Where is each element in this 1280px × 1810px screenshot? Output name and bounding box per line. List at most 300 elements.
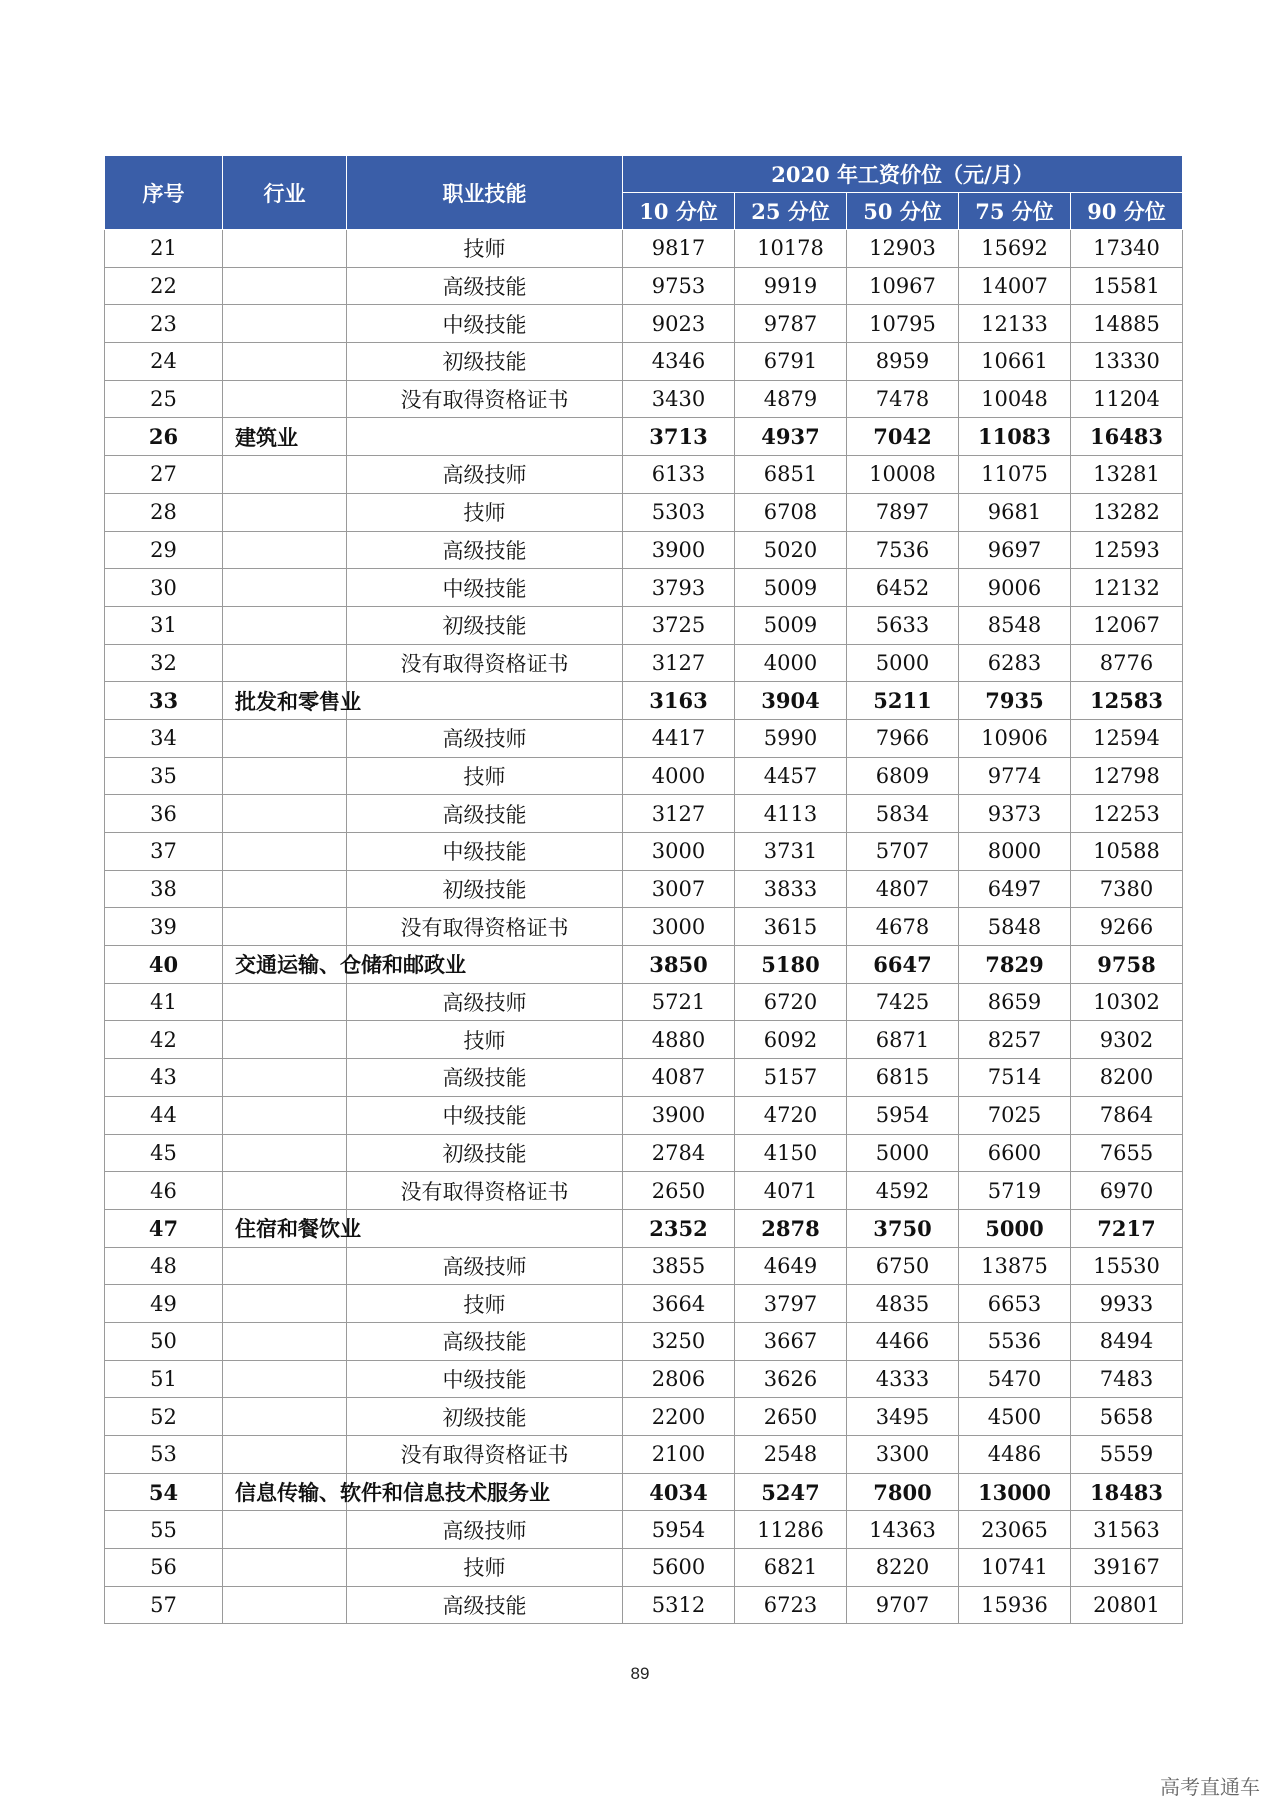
skill-cell: 高级技能 [347, 531, 623, 569]
value-cell: 7829 [959, 946, 1071, 984]
value-cell: 12593 [1071, 531, 1183, 569]
value-cell: 4486 [959, 1436, 1071, 1474]
industry-cell [223, 870, 347, 908]
header-p75: 75 分位 [959, 193, 1071, 230]
header-p25: 25 分位 [735, 193, 847, 230]
value-cell: 9787 [735, 305, 847, 343]
table-body [105, 230, 1183, 1624]
table-row [105, 267, 1183, 305]
value-cell: 9774 [959, 757, 1071, 795]
value-cell: 6283 [959, 644, 1071, 682]
value-cell: 3713 [623, 418, 735, 456]
seq-cell: 30 [105, 569, 223, 607]
table-row [105, 1360, 1183, 1398]
value-cell: 7483 [1071, 1360, 1183, 1398]
value-cell: 5009 [735, 606, 847, 644]
skill-cell: 技师 [347, 1285, 623, 1323]
value-cell: 6871 [847, 1021, 959, 1059]
value-cell: 5559 [1071, 1436, 1183, 1474]
value-cell: 3615 [735, 908, 847, 946]
value-cell: 7655 [1071, 1134, 1183, 1172]
value-cell: 8000 [959, 833, 1071, 871]
value-cell: 4720 [735, 1096, 847, 1134]
table-row [105, 1059, 1183, 1097]
industry-cell [223, 380, 347, 418]
value-cell: 39167 [1071, 1549, 1183, 1587]
seq-cell: 32 [105, 644, 223, 682]
value-cell: 5000 [959, 1209, 1071, 1247]
table-row [105, 983, 1183, 1021]
industry-cell [223, 1096, 347, 1134]
value-cell: 10008 [847, 456, 959, 494]
value-cell: 6750 [847, 1247, 959, 1285]
industry-cell [223, 606, 347, 644]
industry-cell [223, 569, 347, 607]
skill-cell: 中级技能 [347, 305, 623, 343]
table-row [105, 870, 1183, 908]
table-row [105, 418, 1183, 456]
value-cell: 8659 [959, 983, 1071, 1021]
industry-cell: 住宿和餐饮业 [223, 1209, 347, 1247]
value-cell: 6708 [735, 493, 847, 531]
seq-cell: 36 [105, 795, 223, 833]
seq-cell: 47 [105, 1209, 223, 1247]
value-cell: 12133 [959, 305, 1071, 343]
seq-cell: 27 [105, 456, 223, 494]
seq-cell: 21 [105, 230, 223, 268]
table-row [105, 1436, 1183, 1474]
value-cell: 2650 [735, 1398, 847, 1436]
seq-cell: 24 [105, 343, 223, 381]
seq-cell: 42 [105, 1021, 223, 1059]
value-cell: 12132 [1071, 569, 1183, 607]
value-cell: 4500 [959, 1398, 1071, 1436]
industry-cell [223, 1172, 347, 1210]
value-cell: 4649 [735, 1247, 847, 1285]
value-cell: 5721 [623, 983, 735, 1021]
header-wage-group: 2020 年工资价位（元/月） [623, 156, 1183, 193]
value-cell: 4678 [847, 908, 959, 946]
value-cell: 3000 [623, 908, 735, 946]
value-cell: 13875 [959, 1247, 1071, 1285]
skill-cell: 高级技师 [347, 1511, 623, 1549]
value-cell: 7897 [847, 493, 959, 531]
value-cell: 12253 [1071, 795, 1183, 833]
value-cell: 6452 [847, 569, 959, 607]
value-cell: 7217 [1071, 1209, 1183, 1247]
value-cell: 4879 [735, 380, 847, 418]
industry-cell [223, 267, 347, 305]
value-cell: 5600 [623, 1549, 735, 1587]
value-cell: 9006 [959, 569, 1071, 607]
value-cell: 7380 [1071, 870, 1183, 908]
value-cell: 14363 [847, 1511, 959, 1549]
value-cell: 5180 [735, 946, 847, 984]
header-p90: 90 分位 [1071, 193, 1183, 230]
value-cell: 6497 [959, 870, 1071, 908]
value-cell: 4113 [735, 795, 847, 833]
seq-cell: 46 [105, 1172, 223, 1210]
value-cell: 7536 [847, 531, 959, 569]
value-cell: 3626 [735, 1360, 847, 1398]
skill-cell: 高级技师 [347, 719, 623, 757]
value-cell: 3007 [623, 870, 735, 908]
value-cell: 6647 [847, 946, 959, 984]
value-cell: 6653 [959, 1285, 1071, 1323]
industry-cell [223, 719, 347, 757]
value-cell: 8200 [1071, 1059, 1183, 1097]
value-cell: 2100 [623, 1436, 735, 1474]
skill-cell: 技师 [347, 1549, 623, 1587]
industry-cell [223, 1586, 347, 1624]
table-row [105, 1096, 1183, 1134]
value-cell: 5990 [735, 719, 847, 757]
skill-cell: 没有取得资格证书 [347, 908, 623, 946]
skill-cell: 初级技能 [347, 343, 623, 381]
seq-cell: 53 [105, 1436, 223, 1474]
industry-cell [223, 1134, 347, 1172]
table-row [105, 569, 1183, 607]
value-cell: 5247 [735, 1473, 847, 1511]
skill-cell: 初级技能 [347, 870, 623, 908]
industry-cell [223, 1436, 347, 1474]
value-cell: 3300 [847, 1436, 959, 1474]
value-cell: 8220 [847, 1549, 959, 1587]
header-seq: 序号 [105, 156, 223, 230]
value-cell: 5707 [847, 833, 959, 871]
value-cell: 12583 [1071, 682, 1183, 720]
table-row [105, 1322, 1183, 1360]
value-cell: 20801 [1071, 1586, 1183, 1624]
value-cell: 4071 [735, 1172, 847, 1210]
page-number: 89 [630, 1664, 650, 1683]
value-cell: 3250 [623, 1322, 735, 1360]
skill-cell: 高级技师 [347, 1247, 623, 1285]
header-p10: 10 分位 [623, 193, 735, 230]
table-row [105, 719, 1183, 757]
value-cell: 4000 [735, 644, 847, 682]
skill-cell: 中级技能 [347, 1360, 623, 1398]
industry-cell [223, 343, 347, 381]
value-cell: 9697 [959, 531, 1071, 569]
table-row [105, 606, 1183, 644]
value-cell: 7514 [959, 1059, 1071, 1097]
value-cell: 17340 [1071, 230, 1183, 268]
value-cell: 9266 [1071, 908, 1183, 946]
header-p50: 50 分位 [847, 193, 959, 230]
seq-cell: 56 [105, 1549, 223, 1587]
industry-cell: 交通运输、仓储和邮政业 [223, 946, 347, 984]
value-cell: 3900 [623, 1096, 735, 1134]
seq-cell: 33 [105, 682, 223, 720]
value-cell: 6092 [735, 1021, 847, 1059]
industry-cell: 批发和零售业 [223, 682, 347, 720]
value-cell: 3725 [623, 606, 735, 644]
value-cell: 10302 [1071, 983, 1183, 1021]
value-cell: 5009 [735, 569, 847, 607]
value-cell: 5633 [847, 606, 959, 644]
value-cell: 6791 [735, 343, 847, 381]
industry-cell [223, 1059, 347, 1097]
skill-cell: 高级技能 [347, 1322, 623, 1360]
value-cell: 3797 [735, 1285, 847, 1323]
wage-table [104, 155, 1183, 1624]
value-cell: 4150 [735, 1134, 847, 1172]
value-cell: 3664 [623, 1285, 735, 1323]
value-cell: 6723 [735, 1586, 847, 1624]
value-cell: 10588 [1071, 833, 1183, 871]
value-cell: 4466 [847, 1322, 959, 1360]
skill-cell: 高级技师 [347, 456, 623, 494]
skill-cell: 高级技能 [347, 795, 623, 833]
table-row [105, 644, 1183, 682]
value-cell: 3793 [623, 569, 735, 607]
industry-cell [223, 305, 347, 343]
seq-cell: 45 [105, 1134, 223, 1172]
value-cell: 5303 [623, 493, 735, 531]
value-cell: 15936 [959, 1586, 1071, 1624]
table-row [105, 230, 1183, 268]
industry-cell [223, 230, 347, 268]
table-row [105, 795, 1183, 833]
value-cell: 13000 [959, 1473, 1071, 1511]
value-cell: 12067 [1071, 606, 1183, 644]
table-row [105, 380, 1183, 418]
value-cell: 6821 [735, 1549, 847, 1587]
value-cell: 2352 [623, 1209, 735, 1247]
table-row [105, 908, 1183, 946]
value-cell: 14007 [959, 267, 1071, 305]
industry-cell [223, 1549, 347, 1587]
industry-cell [223, 1398, 347, 1436]
value-cell: 3163 [623, 682, 735, 720]
value-cell: 3750 [847, 1209, 959, 1247]
skill-cell: 技师 [347, 1021, 623, 1059]
value-cell: 3833 [735, 870, 847, 908]
table-row [105, 682, 1183, 720]
skill-cell [347, 682, 623, 720]
table-row [105, 833, 1183, 871]
skill-cell: 技师 [347, 493, 623, 531]
skill-cell: 高级技能 [347, 1586, 623, 1624]
value-cell: 5470 [959, 1360, 1071, 1398]
industry-cell [223, 456, 347, 494]
table-row [105, 493, 1183, 531]
table-row [105, 456, 1183, 494]
value-cell: 7864 [1071, 1096, 1183, 1134]
industry-cell [223, 1322, 347, 1360]
value-cell: 3904 [735, 682, 847, 720]
value-cell: 4087 [623, 1059, 735, 1097]
value-cell: 2650 [623, 1172, 735, 1210]
value-cell: 2548 [735, 1436, 847, 1474]
value-cell: 9023 [623, 305, 735, 343]
seq-cell: 49 [105, 1285, 223, 1323]
value-cell: 5211 [847, 682, 959, 720]
value-cell: 6720 [735, 983, 847, 1021]
value-cell: 9302 [1071, 1021, 1183, 1059]
value-cell: 5000 [847, 1134, 959, 1172]
value-cell: 5000 [847, 644, 959, 682]
value-cell: 10906 [959, 719, 1071, 757]
seq-cell: 52 [105, 1398, 223, 1436]
table-row [105, 1549, 1183, 1587]
seq-cell: 57 [105, 1586, 223, 1624]
value-cell: 3667 [735, 1322, 847, 1360]
header-industry: 行业 [223, 156, 347, 230]
industry-cell [223, 1021, 347, 1059]
table-row [105, 1209, 1183, 1247]
value-cell: 18483 [1071, 1473, 1183, 1511]
value-cell: 5834 [847, 795, 959, 833]
value-cell: 6600 [959, 1134, 1071, 1172]
seq-cell: 28 [105, 493, 223, 531]
value-cell: 2784 [623, 1134, 735, 1172]
table-row [105, 1511, 1183, 1549]
table-row [105, 1021, 1183, 1059]
value-cell: 8257 [959, 1021, 1071, 1059]
seq-cell: 23 [105, 305, 223, 343]
value-cell: 10178 [735, 230, 847, 268]
value-cell: 3855 [623, 1247, 735, 1285]
value-cell: 9681 [959, 493, 1071, 531]
value-cell: 13282 [1071, 493, 1183, 531]
value-cell: 4457 [735, 757, 847, 795]
value-cell: 7025 [959, 1096, 1071, 1134]
value-cell: 4937 [735, 418, 847, 456]
value-cell: 4034 [623, 1473, 735, 1511]
value-cell: 3127 [623, 795, 735, 833]
industry-cell [223, 833, 347, 871]
skill-cell: 高级技能 [347, 1059, 623, 1097]
seq-cell: 25 [105, 380, 223, 418]
value-cell: 2878 [735, 1209, 847, 1247]
industry-cell: 建筑业 [223, 418, 347, 456]
value-cell: 9753 [623, 267, 735, 305]
seq-cell: 41 [105, 983, 223, 1021]
value-cell: 12903 [847, 230, 959, 268]
value-cell: 5954 [847, 1096, 959, 1134]
value-cell: 5848 [959, 908, 1071, 946]
value-cell: 4592 [847, 1172, 959, 1210]
industry-cell [223, 908, 347, 946]
value-cell: 5536 [959, 1322, 1071, 1360]
value-cell: 10795 [847, 305, 959, 343]
value-cell: 13281 [1071, 456, 1183, 494]
value-cell: 11083 [959, 418, 1071, 456]
value-cell: 10661 [959, 343, 1071, 381]
value-cell: 3850 [623, 946, 735, 984]
industry-cell [223, 1285, 347, 1323]
value-cell: 6970 [1071, 1172, 1183, 1210]
table-row [105, 531, 1183, 569]
industry-cell [223, 795, 347, 833]
seq-cell: 34 [105, 719, 223, 757]
value-cell: 3000 [623, 833, 735, 871]
industry-cell [223, 1511, 347, 1549]
table-row [105, 305, 1183, 343]
value-cell: 7966 [847, 719, 959, 757]
skill-cell: 技师 [347, 230, 623, 268]
table-row [105, 757, 1183, 795]
industry-cell: 信息传输、软件和信息技术服务业 [223, 1473, 347, 1511]
value-cell: 6809 [847, 757, 959, 795]
value-cell: 9817 [623, 230, 735, 268]
value-cell: 9758 [1071, 946, 1183, 984]
table-row [105, 1285, 1183, 1323]
value-cell: 5954 [623, 1511, 735, 1549]
skill-cell: 高级技能 [347, 267, 623, 305]
industry-cell [223, 493, 347, 531]
value-cell: 5157 [735, 1059, 847, 1097]
table-row [105, 1586, 1183, 1624]
value-cell: 4807 [847, 870, 959, 908]
value-cell: 8776 [1071, 644, 1183, 682]
value-cell: 4835 [847, 1285, 959, 1323]
seq-cell: 50 [105, 1322, 223, 1360]
industry-cell [223, 983, 347, 1021]
skill-cell: 没有取得资格证书 [347, 1436, 623, 1474]
skill-cell: 中级技能 [347, 833, 623, 871]
value-cell: 7478 [847, 380, 959, 418]
value-cell: 8548 [959, 606, 1071, 644]
value-cell: 10967 [847, 267, 959, 305]
skill-cell: 技师 [347, 757, 623, 795]
value-cell: 15581 [1071, 267, 1183, 305]
value-cell: 7935 [959, 682, 1071, 720]
table-row [105, 946, 1183, 984]
value-cell: 4333 [847, 1360, 959, 1398]
skill-cell: 没有取得资格证书 [347, 380, 623, 418]
skill-cell: 没有取得资格证书 [347, 644, 623, 682]
value-cell: 15692 [959, 230, 1071, 268]
value-cell: 12798 [1071, 757, 1183, 795]
seq-cell: 48 [105, 1247, 223, 1285]
value-cell: 9933 [1071, 1285, 1183, 1323]
value-cell: 5658 [1071, 1398, 1183, 1436]
industry-cell [223, 644, 347, 682]
seq-cell: 31 [105, 606, 223, 644]
value-cell: 2200 [623, 1398, 735, 1436]
table-row [105, 1134, 1183, 1172]
seq-cell: 51 [105, 1360, 223, 1398]
seq-cell: 54 [105, 1473, 223, 1511]
skill-cell: 初级技能 [347, 1134, 623, 1172]
value-cell: 16483 [1071, 418, 1183, 456]
seq-cell: 22 [105, 267, 223, 305]
table-row [105, 1172, 1183, 1210]
seq-cell: 39 [105, 908, 223, 946]
value-cell: 3900 [623, 531, 735, 569]
header-row-1 [105, 156, 1183, 193]
skill-cell: 没有取得资格证书 [347, 1172, 623, 1210]
value-cell: 9373 [959, 795, 1071, 833]
table-row [105, 1473, 1183, 1511]
skill-cell: 中级技能 [347, 1096, 623, 1134]
table-row [105, 1398, 1183, 1436]
table-row [105, 343, 1183, 381]
seq-cell: 44 [105, 1096, 223, 1134]
seq-cell: 29 [105, 531, 223, 569]
value-cell: 9707 [847, 1586, 959, 1624]
value-cell: 3495 [847, 1398, 959, 1436]
value-cell: 9919 [735, 267, 847, 305]
skill-cell: 初级技能 [347, 606, 623, 644]
value-cell: 11286 [735, 1511, 847, 1549]
seq-cell: 40 [105, 946, 223, 984]
seq-cell: 55 [105, 1511, 223, 1549]
skill-cell [347, 418, 623, 456]
